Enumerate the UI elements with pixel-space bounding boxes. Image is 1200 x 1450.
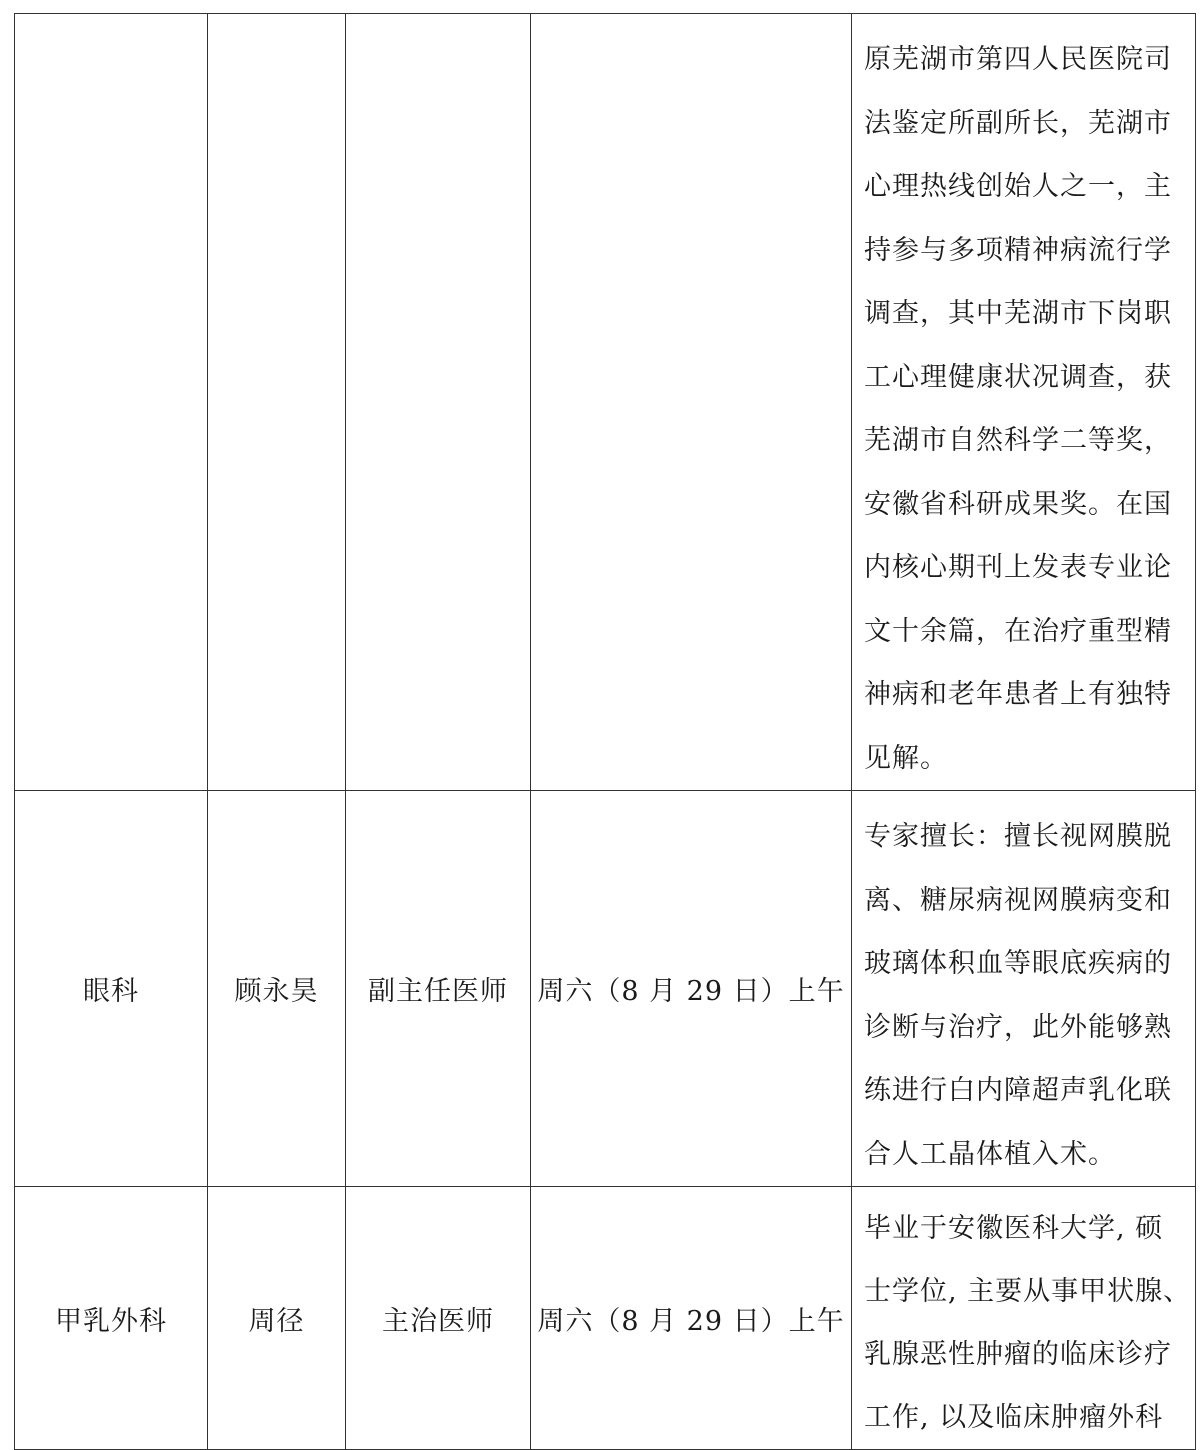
- description-line: 调查，其中芜湖市下岗职: [864, 298, 1172, 329]
- description-line: 文十余篇，在治疗重型精: [864, 615, 1172, 647]
- time-cell: [531, 14, 852, 791]
- time-cell: 周六（8 月 29 日）上午: [531, 791, 852, 1187]
- description-line: 工作, 以及临床肿瘤外科: [864, 1402, 1164, 1433]
- doctor-cell: 顾永昊: [208, 791, 346, 1187]
- description-line: 芜湖市自然科学二等奖，: [864, 425, 1172, 456]
- description-line: 心理热线创始人之一，主: [864, 171, 1172, 202]
- description-line: 神病和老年患者上有独特: [864, 679, 1172, 710]
- table-row: [15, 14, 1196, 791]
- description-line: 乳腺恶性肿瘤的临床诊疗: [864, 1339, 1172, 1370]
- description-line: 持参与多项精神病流行学: [864, 234, 1172, 266]
- description-line: 练进行白内障超声乳化联: [864, 1075, 1172, 1106]
- description-line: 离、糖尿病视网膜病变和: [864, 884, 1172, 916]
- description-cell: [852, 14, 1196, 791]
- clinic-schedule-table: [14, 13, 1196, 1450]
- description-line: 见解。: [864, 742, 948, 774]
- description-line: 专家擅长：擅长视网膜脱: [864, 821, 1172, 852]
- description-line: 内核心期刊上发表专业论: [864, 552, 1172, 583]
- table-row: [15, 1187, 1196, 1450]
- description-line: 毕业于安徽医科大学, 硕: [864, 1213, 1164, 1244]
- department-cell: 甲乳外科: [15, 1187, 208, 1450]
- description-cell: [852, 791, 1196, 1187]
- doctor-cell: 周径: [208, 1187, 346, 1450]
- doctor-cell: [208, 14, 346, 791]
- description-line: 士学位, 主要从事甲状腺、: [864, 1276, 1192, 1307]
- description-line: 工心理健康状况调查，获: [864, 361, 1172, 393]
- time-cell: 周六（8 月 29 日）上午: [531, 1187, 852, 1450]
- department-cell: 眼科: [15, 791, 208, 1187]
- title-cell: [346, 14, 531, 791]
- description-line: 原芜湖市第四人民医院司: [864, 44, 1172, 75]
- description-line: 法鉴定所副所长，芜湖市: [864, 107, 1172, 139]
- description-cell: [852, 1187, 1196, 1450]
- description-line: 诊断与治疗，此外能够熟: [864, 1011, 1172, 1043]
- description-line: 玻璃体积血等眼底疾病的: [864, 948, 1172, 979]
- title-cell: 副主任医师: [346, 791, 531, 1187]
- description-line: 合人工晶体植入术。: [864, 1138, 1116, 1170]
- title-cell: 主治医师: [346, 1187, 531, 1450]
- department-cell: [15, 14, 208, 791]
- table-row: [15, 791, 1196, 1187]
- description-line: 安徽省科研成果奖。在国: [864, 488, 1172, 520]
